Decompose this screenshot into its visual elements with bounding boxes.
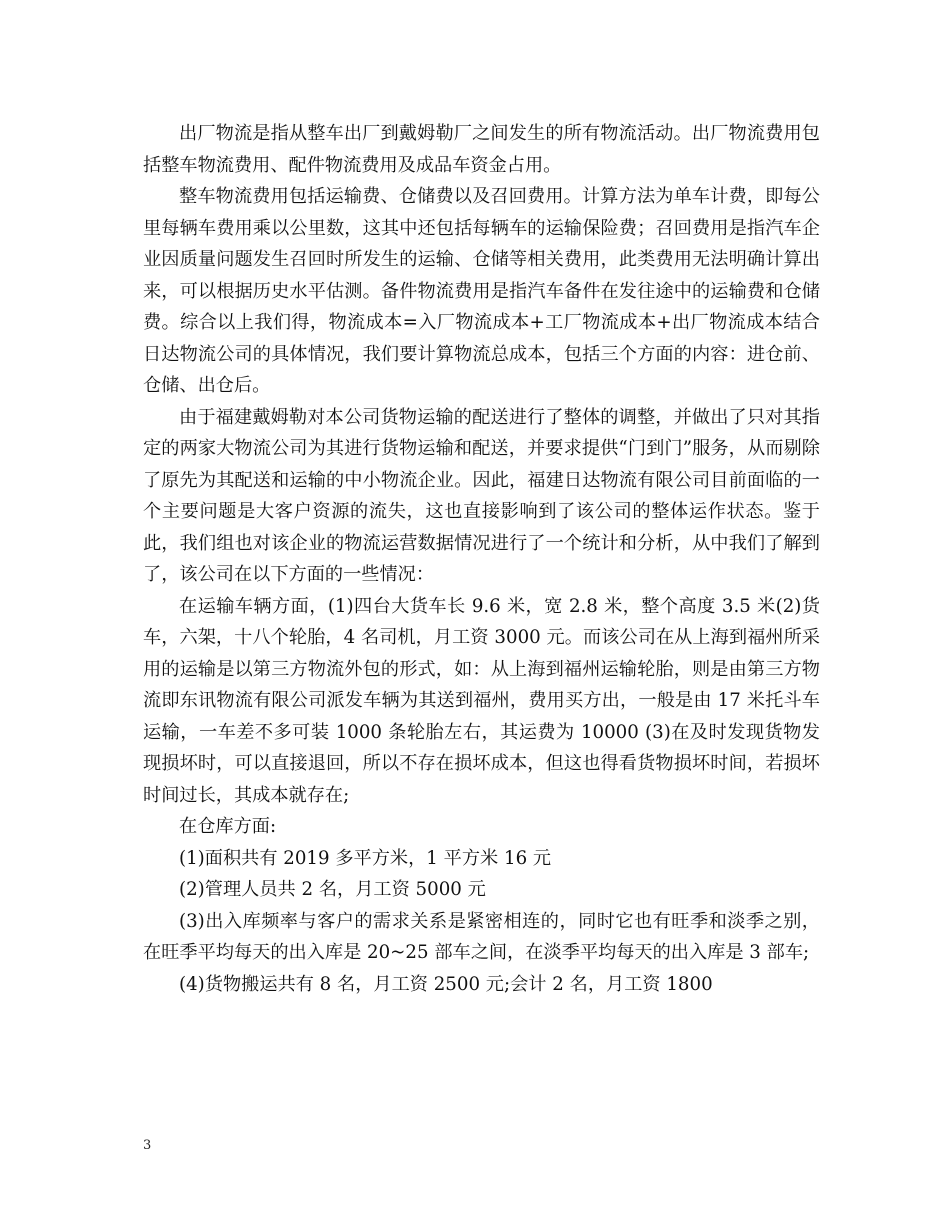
paragraph-warehouse-heading: 在仓库方面: bbox=[179, 816, 277, 837]
paragraph-warehouse-staff: (4)货物搬运共有 8 名，月工资 2500 元;会计 2 名，月工资 1800 bbox=[179, 973, 713, 995]
paragraph-warehouse-area: (1)面积共有 2019 多平方米，1 平方米 16 元 bbox=[179, 847, 552, 869]
page-number: 3 bbox=[143, 1138, 152, 1153]
paragraph-warehouse-managers: (2)管理人员共 2 名，月工资 5000 元 bbox=[179, 879, 486, 900]
paragraph-vehicle-logistics-cost: 整车物流费用包括运输费、仓储费以及召回费用。计算方法为单车计费，即每公里每辆车费用乘以公里数，这其中还包括每辆车的运输保险费；召回费用是指汽车企业因质量问题发生召回时所发生的运输、仓储等相关费用，此类费用无法明确计算出来，可以根据历史水平估测。备件物流费用是指汽车备件在发往途中的运输费和仓储费。综合以上我们得，物流成本=入厂物流成本+工厂物流成本+出厂物流成本结合日达物流公司的具体情况，我们要计算物流总成本，包括三个方面的内容：进仓前、仓储、出仓后。 bbox=[143, 186, 820, 396]
paragraph-warehouse-frequency: (3)出入库频率与客户的需求关系是紧密相连的，同时它也有旺季和淡季之别，在旺季平均每天的出入库是 20~25 部车之间，在淡季平均每天的出入库是 3 部车; bbox=[143, 910, 820, 963]
paragraph-transport-vehicles: 在运输车辆方面，(1)四台大货车长 9.6 米，宽 2.8 米，整个高度 3.5 米(2)货车，六架，十八个轮胎，4 名司机，月工资 3000 元。而该公司在从上海到福州所采用的运输是以第三方物流外包的形式，如：从上海到福州运输轮胎，则是由第三方物流即东讯物流有限公司派发车辆为其送到福州，费用买方出，一般是由 17 米托斗车运输，一车差不多可装 1000 条轮胎左右，其运费为 10000 (3)在及时发现货物发现损坏时，可以直接退回，所以不存在损坏成本，但这也得看货物损坏时间，若损坏时间过长，其成本就存在; bbox=[143, 595, 820, 806]
paragraph-outbound-logistics: 出厂物流是指从整车出厂到戴姆勒厂之间发生的所有物流活动。出厂物流费用包括整车物流费用、配件物流费用及成品车资金占用。 bbox=[143, 123, 820, 176]
paragraph-company-situation: 由于福建戴姆勒对本公司货物运输的配送进行了整体的调整，并做出了只对其指定的两家大物流公司为其进行货物运输和配送，并要求提供“门到门”服务，从而剔除了原先为其配送和运输的中小物流企业。因此，福建日达物流有限公司目前面临的一个主要问题是大客户资源的流失，这也直接影响到了该公司的整体运作状态。鉴于此，我们组也对该企业的物流运营数据情况进行了一个统计和分析，从中我们了解到了，该公司在以下方面的一些情况： bbox=[143, 406, 820, 585]
document-body bbox=[143, 118, 820, 1000]
